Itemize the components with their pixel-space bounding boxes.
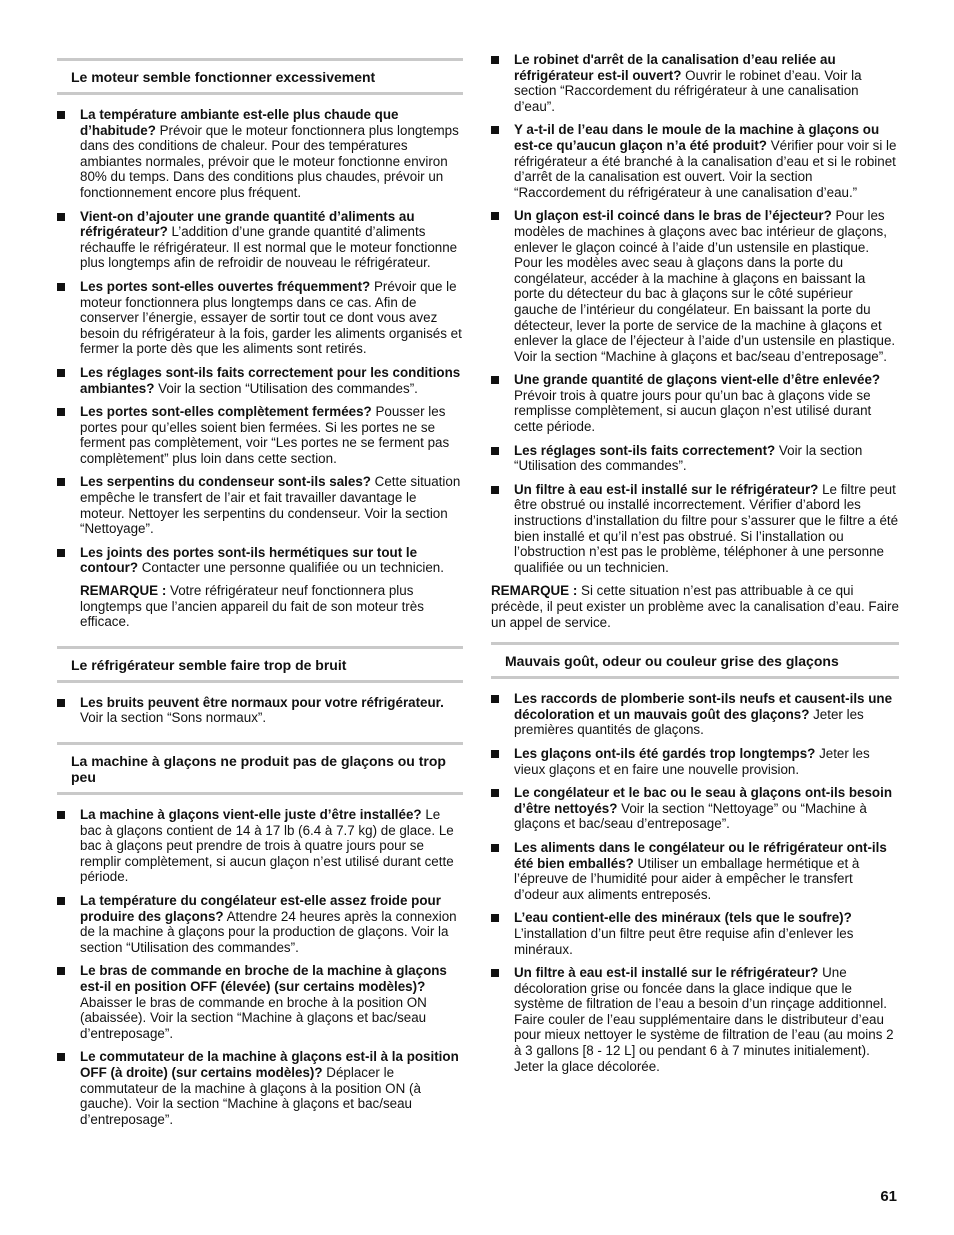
item-answer: Voir la section “Utilisation des commandes”. xyxy=(514,442,863,474)
note-text: Votre réfrigérateur neuf fonctionnera plus longtemps que l’ancien appareil du fait de son moteur très efficace. xyxy=(80,583,424,630)
item-answer: L’addition d’une grande quantité d’aliments réchauffe le réfrigérateur. Il est normal que le moteur fonctionne plus longtemps afin de refroidir de nouveau le réfrigérateur. xyxy=(80,224,458,271)
square-bullet-icon xyxy=(57,1053,65,1061)
list-item xyxy=(57,365,463,396)
square-bullet-icon xyxy=(491,56,499,64)
item-question: Y a-t-il de l’eau dans le moule de la machine à glaçons ou est-ce qu’aucun glaçon n’a été produit? xyxy=(514,122,880,153)
right-column xyxy=(491,52,899,1082)
item-question: Un filtre à eau est-il installé sur le réfrigérateur? xyxy=(514,965,819,981)
square-bullet-icon xyxy=(491,126,499,134)
item-question: Un filtre à eau est-il installé sur le réfrigérateur? xyxy=(514,481,819,497)
list-item xyxy=(491,840,899,902)
item-question: Un glaçon est-il coincé dans le bras de l’éjecteur? xyxy=(514,208,832,224)
square-bullet-icon xyxy=(57,111,65,119)
item-answer: Pour les modèles de machines à glaçons avec bac intérieur de glaçons, enlever le glaçon coincé à l’aide d’un ustensile en plastique. Pour les modèles avec seau à glaçons dans la porte du congélateur, accéder à la machine à glaçons en baissant la porte du détecteur du bac à glaçons sur le côté supérieur gauche de l’intérieur du congélateur. En baissant la porte du détecteur, lever la porte de service de la machine à glaçons et enlever la glace de l’éjecteur à l’aide d’un ustensile en plastique. Voir la section “Machine à glaçons et bac/seau d’entreposage”. xyxy=(514,208,896,364)
list-item xyxy=(57,1049,463,1127)
item-answer: Voir la section “Nettoyage” ou “Machine à glaçons et bac/seau d’entreposage”. xyxy=(514,800,867,832)
square-bullet-icon xyxy=(491,789,499,797)
list-item xyxy=(491,52,899,114)
square-bullet-icon xyxy=(57,897,65,905)
list-item xyxy=(57,963,463,1041)
item-answer: Ouvrir le robinet d’eau. Voir la section “Raccordement du réfrigérateur à une canalisation d’eau”. xyxy=(514,67,862,114)
item-answer: Utiliser un emballage hermétique et à l’épreuve de l’humidité pour aider à empêcher le transfert d’odeur aux aliments entreposés. xyxy=(514,855,860,902)
square-bullet-icon xyxy=(491,212,499,220)
item-answer: Abaisser le bras de commande en broche à la position ON (abaissée). Voir la section “Machine à glaçons et bac/seau d’entreposage”. xyxy=(80,994,427,1041)
engine-note xyxy=(57,583,463,630)
ice-maker-checklist xyxy=(57,807,463,1127)
square-bullet-icon xyxy=(491,969,499,977)
item-question: Une grande quantité de glaçons vient-elle d’être enlevée? xyxy=(514,372,881,388)
item-question: Les glaçons ont-ils été gardés trop longtemps? xyxy=(514,745,816,761)
square-bullet-icon xyxy=(491,750,499,758)
square-bullet-icon xyxy=(491,447,499,455)
item-answer: Cette situation empêche le transfert de l’air et fait travailler davantage le moteur. Nettoyer les serpentins du condenseur. Voir la section “Nettoyage”. xyxy=(80,474,461,537)
list-item xyxy=(57,279,463,357)
square-bullet-icon xyxy=(57,811,65,819)
item-question: Les portes sont-elles ouvertes fréquemment? xyxy=(80,278,371,294)
item-question: Le bras de commande en broche de la machine à glaçons est-il en position OFF (élevée) (sur certains modèles)? xyxy=(80,963,447,994)
list-item xyxy=(491,746,899,777)
item-question: Les réglages sont-ils faits correctement? xyxy=(514,442,776,458)
engine-checklist xyxy=(57,107,463,576)
item-answer: Le filtre peut être obstrué ou installé incorrectement. Vérifier d’abord les instructions d’installation du filtre pour s’assurer que le filtre a été bien installé et qu’il n’est pas obstrué. Si l’installation ou l’obstruction n’est pas le problème, téléphoner à une personne qualifiée ou un technicien. xyxy=(514,481,899,575)
list-item xyxy=(491,372,899,434)
square-bullet-icon xyxy=(57,408,65,416)
list-item xyxy=(491,785,899,832)
ice-maker-note xyxy=(491,583,899,630)
item-answer: Jeter les vieux glaçons et en faire une nouvelle provision. xyxy=(514,745,870,777)
noise-checklist xyxy=(57,695,463,726)
square-bullet-icon xyxy=(491,486,499,494)
square-bullet-icon xyxy=(57,283,65,291)
ice-taste-checklist xyxy=(491,691,899,1074)
list-item xyxy=(491,443,899,474)
left-column xyxy=(57,52,463,1135)
item-answer: Jeter les premières quantités de glaçons. xyxy=(514,706,864,738)
item-question: Les réglages sont-ils faits correctement pour les conditions ambiantes? xyxy=(80,364,461,396)
item-question: La machine à glaçons vient-elle juste d’être installée? xyxy=(80,807,422,822)
item-question: Les raccords de plomberie sont-ils neufs et causent-ils une décoloration et un mauvais goût des glaçons? xyxy=(514,691,893,722)
item-question: Le robinet d'arrêt de la canalisation d’eau reliée au réfrigérateur est-il ouvert? xyxy=(514,52,836,83)
item-question: Les joints des portes sont-ils hermétiques sur tout le contour? xyxy=(80,544,418,576)
list-item xyxy=(57,474,463,536)
item-question: Vient-on d’ajouter une grande quantité d’aliments au réfrigérateur? xyxy=(80,208,415,240)
square-bullet-icon xyxy=(57,699,65,707)
note-text: Si cette situation n’est pas attribuable à ce qui précède, il peut exister un problème avec la canalisation d’eau. Faire un appel de service. xyxy=(491,583,899,630)
section-title-ice-maker: La machine à glaçons ne produit pas de glaçons ou trop peu xyxy=(57,742,463,795)
item-question: Le congélateur et le bac ou le seau à glaçons ont-ils besoin d’être nettoyés? xyxy=(514,785,893,816)
list-item xyxy=(57,893,463,955)
item-answer: Attendre 24 heures après la connexion de la machine à glaçons pour la production de glaçons. Voir la section “Utilisation des commandes”. xyxy=(80,908,457,955)
list-item xyxy=(491,965,899,1074)
item-answer: Le bac à glaçons contient de 14 à 17 lb (6.4 à 7.7 kg) de glace. Le bac à glaçons peut prendre de trois à quatre jours pour se remplir complètement, si aucun glaçon n’est utilisé durant cette période. xyxy=(80,807,454,885)
square-bullet-icon xyxy=(491,844,499,852)
square-bullet-icon xyxy=(491,914,499,922)
list-item xyxy=(57,404,463,466)
item-answer: Contacter une personne qualifiée ou un technicien. xyxy=(138,560,444,576)
list-item xyxy=(57,209,463,271)
item-answer: Déplacer le commutateur de la machine à glaçons à la position ON (à gauche). Voir la section “Machine à glaçons et bac/seau d’entreposage”. xyxy=(80,1064,421,1127)
item-answer: Une décoloration grise ou foncée dans la glace indique que le système de filtration de l’eau a besoin d’un rinçage additionnel. Faire couler de l’eau supplémentaire dans le distributeur d’eau pour mieux nettoyer le système de filtration de l’eau (au moins 2 à 3 gallons [8 - 12 L] ou pendant 6 à 7 minutes initialement). Jeter la glace décolorée. xyxy=(514,965,894,1074)
item-answer: Voir la section “Sons normaux”. xyxy=(80,710,267,726)
list-item xyxy=(57,545,463,576)
list-item xyxy=(491,910,899,957)
item-question: Le commutateur de la machine à glaçons est-il à la position OFF (à droite) (sur certains modèles)? xyxy=(80,1049,459,1080)
item-answer: Prévoir que le moteur fonctionnera plus longtemps dans ce cas. Afin de conserver l’énergie, essayer de sortir tout ce dont vous avez besoin du réfrigérateur à la fois, garder les aliments organisés et fermer la porte dès que les aliments sont retirés. xyxy=(80,278,462,357)
item-question: L’eau contient-elle des minéraux (tels que le soufre)? xyxy=(514,910,852,926)
item-answer: Prévoir que le moteur fonctionnera plus longtemps dans des conditions de chaleur. Pour des températures ambiantes normales, prévoir que le moteur fonctionne environ 80% du temps. Dans des conditions plus chaudes, prévoir un fonctionnement encore plus fréquent. xyxy=(80,122,459,200)
list-item xyxy=(491,122,899,200)
item-answer: Voir la section “Utilisation des commandes”. xyxy=(154,380,418,396)
section-title-engine: Le moteur semble fonctionner excessivement xyxy=(57,58,463,95)
item-question: Les bruits peuvent être normaux pour votre réfrigérateur. xyxy=(80,694,444,710)
square-bullet-icon xyxy=(57,549,65,557)
section-title-noise: Le réfrigérateur semble faire trop de bruit xyxy=(57,646,463,683)
list-item xyxy=(491,482,899,576)
square-bullet-icon xyxy=(57,213,65,221)
square-bullet-icon xyxy=(491,376,499,384)
section-title-ice-taste: Mauvais goût, odeur ou couleur grise des glaçons xyxy=(491,642,899,679)
list-item xyxy=(57,807,463,885)
item-answer: Pousser les portes pour qu’elles soient bien fermées. Si les portes ne se ferment pas complètement, voir “Les portes ne se ferment pas complètement” plus loin dans cette section. xyxy=(80,404,450,466)
item-question: La température du congélateur est-elle assez froide pour produire des glaçons? xyxy=(80,892,441,924)
item-answer: L’installation d’un filtre peut être requise afin d’enlever les minéraux. xyxy=(514,925,854,957)
list-item xyxy=(491,208,899,364)
list-item xyxy=(491,691,899,738)
item-answer: Prévoir trois à quatre jours pour qu’un bac à glaçons vide se remplisse complètement, si aucun glaçon n’est utilisé durant cette période. xyxy=(514,387,872,435)
list-item xyxy=(57,107,463,201)
item-question: Les portes sont-elles complètement fermées? xyxy=(80,404,372,420)
square-bullet-icon xyxy=(57,369,65,377)
item-question: Les serpentins du condenseur sont-ils sales? xyxy=(80,474,371,490)
list-item xyxy=(57,695,463,726)
note-label: REMARQUE : xyxy=(80,583,167,599)
item-answer: Vérifier pour voir si le réfrigérateur a été branché à la canalisation d’eau et si le robinet d’arrêt de la canalisation est ouvert. Voir la section “Raccordement du réfrigérateur à une canalisation d’eau.” xyxy=(514,137,897,200)
square-bullet-icon xyxy=(57,967,65,975)
note-label: REMARQUE : xyxy=(491,583,578,599)
ice-maker-checklist-continued xyxy=(491,52,899,575)
item-question: Les aliments dans le congélateur ou le réfrigérateur ont-ils été bien emballés? xyxy=(514,839,887,871)
square-bullet-icon xyxy=(57,478,65,486)
page-number: 61 xyxy=(880,1188,897,1205)
square-bullet-icon xyxy=(491,695,499,703)
item-question: La température ambiante est-elle plus chaude que d’habitude? xyxy=(80,107,399,138)
